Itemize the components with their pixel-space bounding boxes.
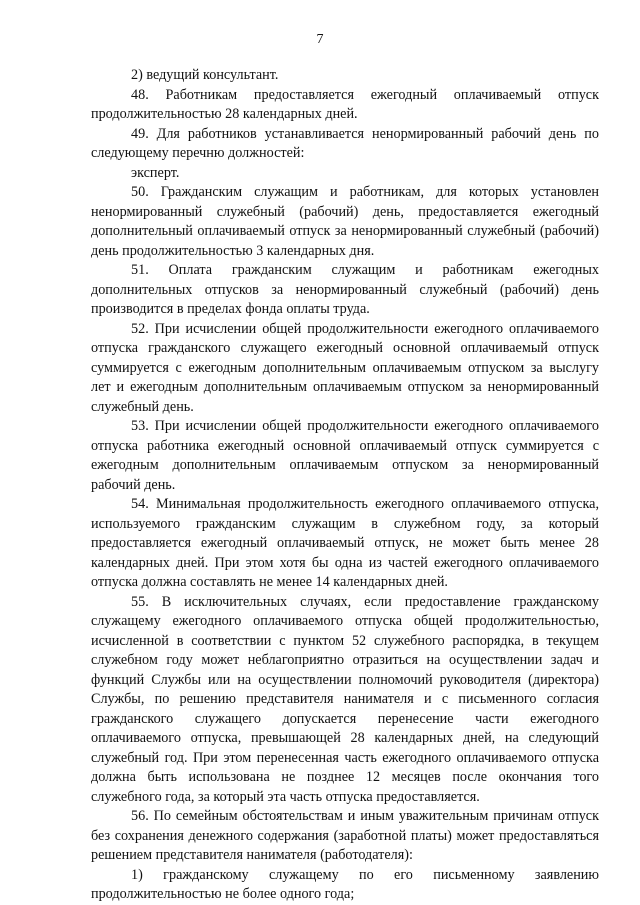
paragraph-item-2: 2) ведущий консультант.: [131, 67, 279, 83]
paragraph-56-item-1: 1) гражданскому служащему по его письменному заявлению продолжительностью не более одного года;: [91, 866, 599, 902]
paragraph-51: 51. Оплата гражданским служащим и работникам ежегодных дополнительных отпусков за ненормированный служебный (рабочий) день производится в пределах фонда оплаты труда.: [91, 262, 599, 317]
paragraph-position-list: эксперт.: [131, 164, 180, 181]
paragraph-54: 54. Минимальная продолжительность ежегодного оплачиваемого отпуска, используемого гражданским служащим в служебном году, за который предоставляется ежегодный оплачиваемый отпуск, не может быть менее 28 календарных дней. При этом хотя бы одна из частей ежегодного оплачиваемого отпуска должна составлять не менее 14 календарных дней.: [91, 496, 599, 590]
paragraph-50: 50. Гражданским служащим и работникам, для которых установлен ненормированный служебный (рабочий) день, предоставляется ежегодный дополнительный оплачиваемый отпуск за ненормированный служебный (рабочий) день продолжительностью 3 календарных дня.: [91, 184, 599, 259]
paragraph-52: 52. При исчислении общей продолжительности ежегодного оплачиваемого отпуска гражданского служащего ежегодный основной оплачиваемый отпуск суммируется с ежегодным дополнительным оплачиваемым отпуском за выслугу лет и ежегодным дополнительным оплачиваемым отпуском за ненормированный служебный день.: [91, 320, 599, 415]
document-body: [91, 66, 599, 905]
paragraph-55: 55. В исключительных случаях, если предоставление гражданскому служащему ежегодного оплачиваемого отпуска общей продолжительностью, исчисленной в соответствии с пунктом 52 служебного распорядка, в текущем служебном году может неблагоприятно отразиться на осуществлении задач и функций Службы или на осуществлении полномочий руководителя (директора) Службы, по решению представителя нанимателя и с письменного согласия гражданского служащего допускается перенесение части ежегодного оплачиваемого отпуска, превышающей 28 календарных дней, на следующий служебный год. При этом перенесенная часть ежегодного оплачиваемого отпуска должна быть использована не позднее 12 месяцев после окончания того служебного года, за который эта часть отпуска предоставляется.: [91, 593, 599, 805]
page-number: 7: [316, 32, 324, 47]
paragraph-49: 49. Для работников устанавливается ненормированный рабочий день по следующему перечню должностей:: [91, 125, 599, 161]
paragraph-53: 53. При исчислении общей продолжительности ежегодного оплачиваемого отпуска работника ежегодный основной оплачиваемый отпуск суммируется с ежегодным дополнительным оплачиваемым отпуском за ненормированный рабочий день.: [91, 418, 599, 493]
paragraph-48: 48. Работникам предоставляется ежегодный оплачиваемый отпуск продолжительностью 28 календарных дней.: [91, 86, 599, 122]
paragraph-56: 56. По семейным обстоятельствам и иным уважительным причинам отпуск без сохранения денежного содержания (заработной платы) может предоставляться решением представителя нанимателя (работодателя):: [91, 808, 599, 863]
